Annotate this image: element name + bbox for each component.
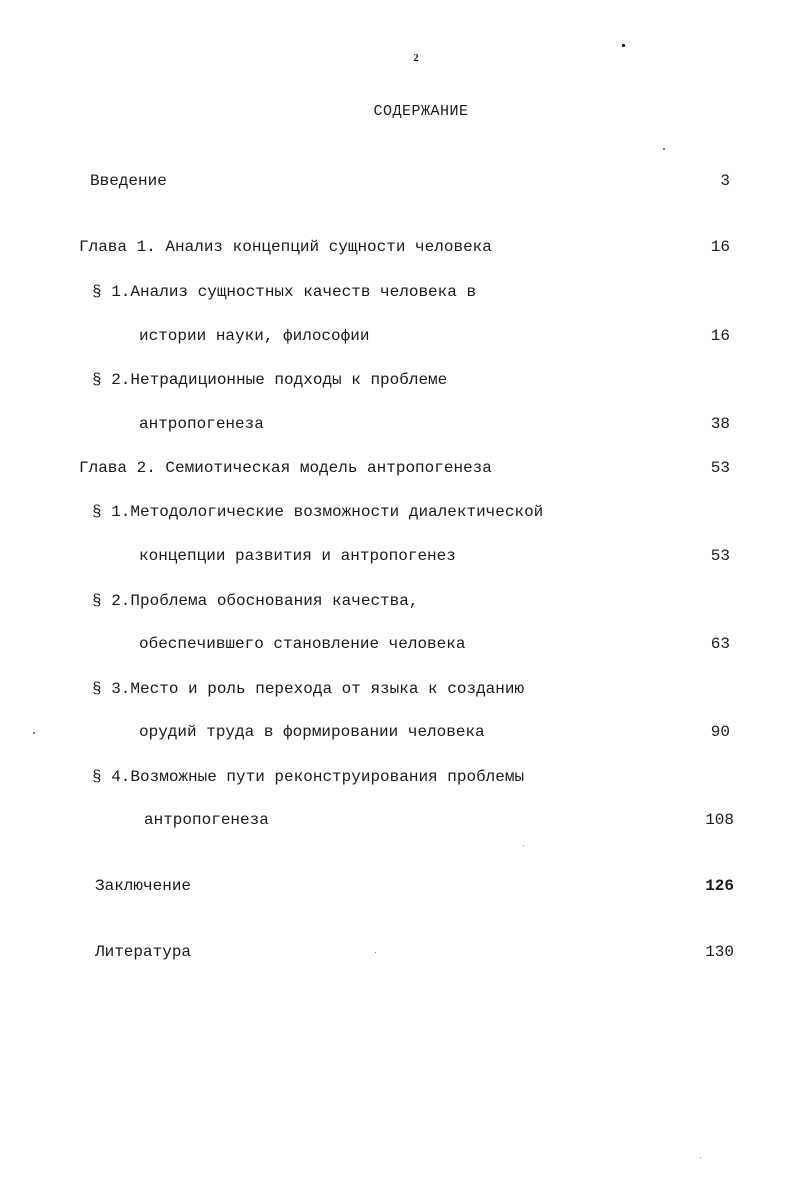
toc-label-line-1: § 1.Методологические возможности диалектической: [92, 503, 544, 521]
toc-page: 16: [710, 327, 730, 345]
toc-page: 16: [710, 238, 730, 256]
toc-label-line-2: орудий труда в формировании человека: [139, 723, 485, 741]
toc-page: 63: [710, 635, 730, 653]
toc-label: Глава 2. Семиотическая модель антропогенеза: [79, 459, 492, 477]
scan-speck: [700, 1157, 701, 1158]
toc-label-line-2: обеспечившего становление человека: [139, 635, 466, 653]
toc-label: Введение: [90, 172, 167, 190]
toc-label-line-1: § 1.Анализ сущностных качеств человека в: [92, 283, 477, 301]
page-number: 2: [413, 52, 419, 64]
toc-label: Заключение: [95, 877, 192, 895]
scan-speck: [33, 732, 35, 734]
toc-page: 53: [710, 459, 730, 477]
toc-page: 3: [720, 172, 730, 190]
toc-label: Глава 1. Анализ концепций сущности человека: [79, 238, 492, 256]
toc-label-line-2: концепции развития и антропогенез: [139, 547, 456, 565]
toc-page: 108: [705, 811, 734, 829]
toc-label-line-1: § 2.Нетрадиционные подходы к проблеме: [92, 371, 448, 389]
toc-label-line-1: § 2.Проблема обоснования качества,: [92, 592, 419, 610]
scan-speck: [375, 952, 376, 953]
scan-speck: [663, 148, 665, 150]
toc-label-line-2: антропогенеза: [139, 415, 264, 433]
toc-label: Литература: [95, 943, 192, 961]
toc-page: 53: [710, 547, 730, 565]
toc-label-line-2: истории науки, философии: [139, 327, 370, 345]
toc-page: 90: [710, 723, 730, 741]
scan-speck: [523, 845, 524, 846]
toc-page: 38: [710, 415, 730, 433]
toc-page: 126: [705, 877, 734, 895]
toc-page: 130: [705, 943, 734, 961]
page-title: СОДЕРЖАНИЕ: [373, 103, 469, 120]
toc-label-line-1: § 3.Место и роль перехода от языка к созданию: [92, 680, 525, 698]
scan-speck: [622, 44, 625, 47]
toc-label-line-1: § 4.Возможные пути реконструирования проблемы: [92, 768, 525, 786]
toc-label-line-2: антропогенеза: [144, 811, 269, 829]
